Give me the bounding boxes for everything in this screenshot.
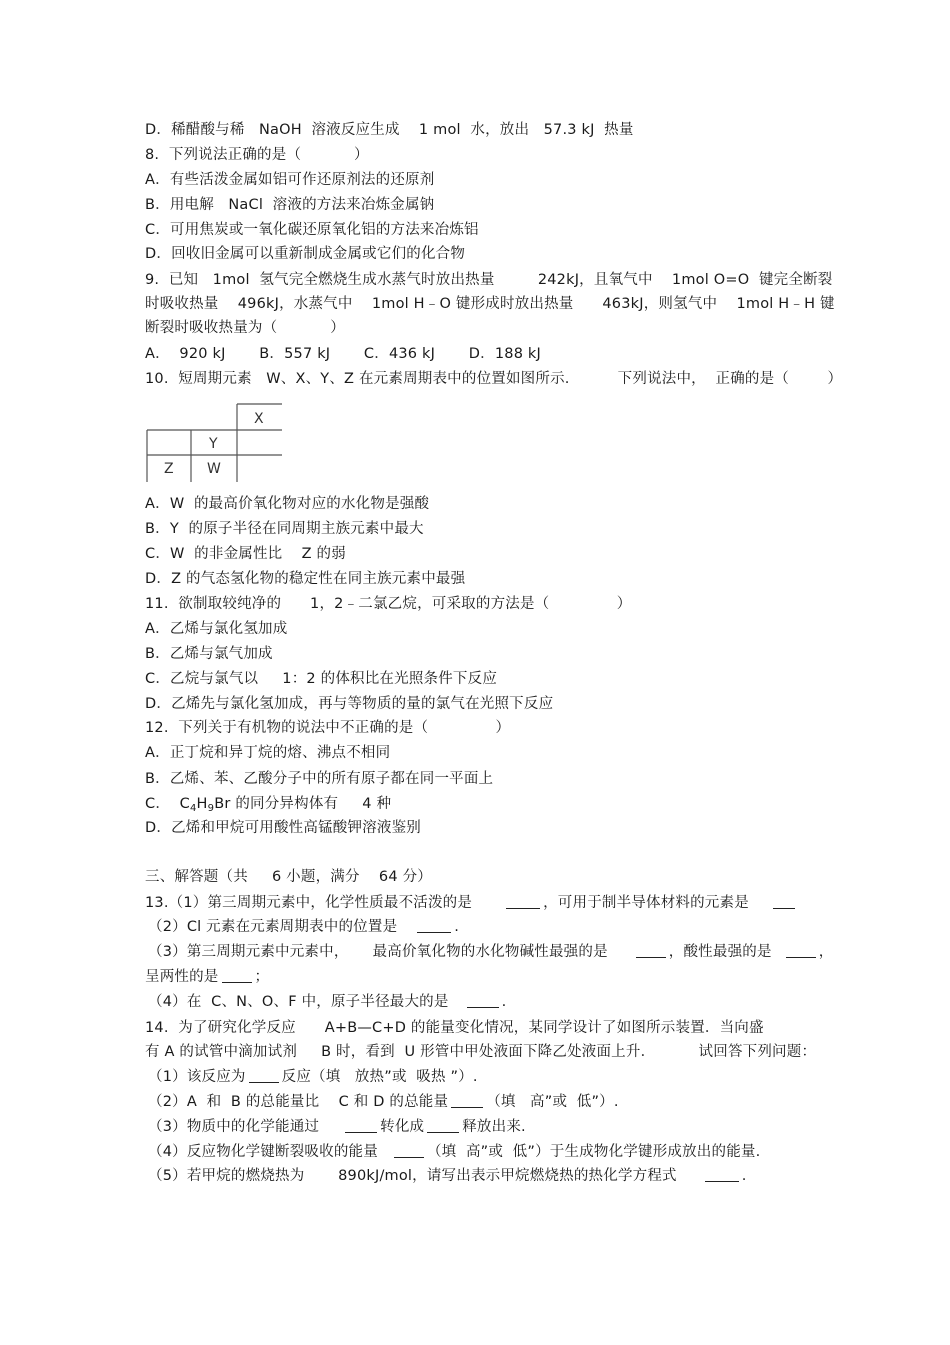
q13-part1-text-a: 13.（1）第三周期元素中，化学性质最不活泼的是 bbox=[145, 895, 473, 911]
q8-option-b: B．用电解 NaCl 溶液的方法来冶炼金属钠 bbox=[145, 197, 435, 213]
q11-option-d: D．乙烯先与氯化氢加成，再与等物质的量的氯气在光照下反应 bbox=[145, 696, 554, 712]
q14-part3-text-c: 释放出来. bbox=[462, 1119, 526, 1135]
q13-part3-text-a: （3）第三周期元素中元素中， 最高价氧化物的水化物碱性最强的是 bbox=[148, 944, 608, 960]
q11-option-b: B．乙烯与氯气加成 bbox=[145, 646, 273, 662]
q12-option-c bbox=[145, 794, 391, 819]
q12-c-prefix: C． C bbox=[145, 796, 190, 812]
q10-option-d: D．Z 的气态氢化物的稳定性在同主族元素中最强 bbox=[145, 571, 466, 587]
answer-blank[interactable] bbox=[394, 1142, 424, 1158]
q14-part1-text-b: 反应（填 放热”或 吸热 ”）. bbox=[281, 1069, 478, 1085]
q14-part4 bbox=[148, 1142, 760, 1162]
q14-part2-text-b: （填 高”或 低”）. bbox=[486, 1094, 619, 1110]
q13-part2 bbox=[148, 917, 459, 937]
q9-options: A． 920 kJ B．557 kJ C．436 kJ D．188 kJ bbox=[145, 346, 541, 362]
q13-part3 bbox=[148, 942, 833, 962]
cell-x-label: X bbox=[254, 411, 264, 427]
q8-option-c: C．可用焦炭或一氧化碳还原氧化铝的方法来冶炼铝 bbox=[145, 222, 479, 238]
answer-blank[interactable] bbox=[705, 1166, 739, 1182]
q10-option-a: A．W 的最高价氧化物对应的水化物是强酸 bbox=[145, 496, 430, 512]
q9-stem-line3: 断裂时吸收热量为（ ） bbox=[145, 320, 345, 336]
q14-part2 bbox=[148, 1092, 619, 1112]
q11-option-a: A．乙烯与氯化氢加成 bbox=[145, 621, 288, 637]
q9-stem-line2: 时吸收热量 496kJ，水蒸气中 1mol H﹣O 键形成时放出热量 463kJ，则氢气中 1mol H﹣H 键 bbox=[145, 296, 835, 312]
q14-part5-text-a: （5）若甲烷的燃烧热为 890kJ/mol，请写出表示甲烷燃烧热的热化学方程式 bbox=[148, 1168, 677, 1184]
answer-blank[interactable] bbox=[427, 1117, 459, 1133]
q13-part1-text-b: ，可用于制半导体材料的元素是 bbox=[543, 895, 749, 911]
q10-stem: 10. 短周期元素 W、X、Y、Z 在元素周期表中的位置如图所示. 下列说法中， 正确的是（ ） bbox=[145, 371, 843, 387]
q14-part4-text-b: （填 高”或 低”）于生成物化学键形成放出的能量. bbox=[426, 1144, 761, 1160]
answer-blank[interactable] bbox=[417, 917, 451, 933]
q14-part5-text-b: . bbox=[741, 1168, 747, 1184]
answer-blank[interactable] bbox=[506, 893, 540, 909]
q12-option-d: D．乙烯和甲烷可用酸性高锰酸钾溶液鉴别 bbox=[145, 820, 421, 836]
q8-stem: 8. 下列说法正确的是（ ） bbox=[145, 147, 369, 163]
q7-option-d: D．稀醋酸与稀 NaOH 溶液反应生成 1 mol 水，放出 57.3 kJ 热量 bbox=[145, 122, 634, 138]
q8-option-a: A．有些活泼金属如铝可作还原剂法的还原剂 bbox=[145, 172, 435, 188]
q12-c-sub4: 4 bbox=[189, 803, 197, 814]
q11-stem: 11. 欲制取较纯净的 1，2﹣二氯乙烷，可采取的方法是（ ） bbox=[145, 596, 632, 612]
q13-part3-cont bbox=[145, 967, 269, 987]
q10-option-c: C．W 的非金属性比 Z 的弱 bbox=[145, 546, 346, 562]
q13-part2-text-a: （2）Cl 元素在元素周期表中的位置是 bbox=[148, 919, 398, 935]
q14-stem-line2: 有 A 的试管中滴加试剂 B 时，看到 U 形管中甲处液面下降乙处液面上升． 试回答下列问题： bbox=[145, 1044, 817, 1060]
q13-part1 bbox=[145, 893, 798, 913]
q13-part3-text-d: 呈两性的是 bbox=[145, 969, 219, 985]
q13-part3-text-e: ； bbox=[254, 969, 270, 985]
q14-part3-text-a: （3）物质中的化学能通过 bbox=[148, 1119, 320, 1135]
answer-blank[interactable] bbox=[249, 1067, 279, 1083]
q12-stem: 12. 下列关于有机物的说法中不正确的是（ ） bbox=[145, 720, 511, 736]
q13-part4 bbox=[148, 992, 506, 1012]
q12-c-sub9: 9 bbox=[207, 803, 215, 814]
answer-blank[interactable] bbox=[345, 1117, 377, 1133]
q14-part3-text-b: 转化成 bbox=[380, 1119, 425, 1135]
answer-blank[interactable] bbox=[451, 1092, 483, 1108]
q13-part4-text-b: . bbox=[501, 994, 507, 1010]
answer-blank[interactable] bbox=[467, 992, 499, 1008]
periodic-table-figure bbox=[146, 403, 283, 483]
cell-w-label: W bbox=[207, 461, 221, 477]
q14-part3 bbox=[148, 1117, 526, 1137]
q10-option-b: B．Y 的原子半径在同周期主族元素中最大 bbox=[145, 521, 424, 537]
q9-stem-line1: 9. 已知 1mol 氢气完全燃烧生成水蒸气时放出热量 242kJ，且氧气中 1mol O=O 键完全断裂 bbox=[145, 272, 833, 288]
q12-c-rest: Br 的同分异构体有 4 种 bbox=[214, 796, 392, 812]
q12-option-b: B．乙烯、苯、乙酸分子中的所有原子都在同一平面上 bbox=[145, 771, 494, 787]
answer-blank[interactable] bbox=[222, 967, 252, 983]
q12-c-h: H bbox=[196, 796, 208, 812]
answer-blank[interactable] bbox=[636, 942, 666, 958]
cell-z-label: Z bbox=[164, 461, 174, 477]
answer-blank[interactable] bbox=[773, 893, 795, 909]
q13-part4-text-a: （4）在 C、N、O、F 中，原子半径最大的是 bbox=[148, 994, 449, 1010]
answer-blank[interactable] bbox=[786, 942, 816, 958]
q13-part3-text-b: ，酸性最强的是 bbox=[668, 944, 772, 960]
q14-part2-text-a: （2）A 和 B 的总能量比 C 和 D 的总能量 bbox=[148, 1094, 449, 1110]
q14-stem-line1: 14. 为了研究化学反应 A+B—C+D 的能量变化情况，某同学设计了如图所示装置．当向盛 bbox=[145, 1020, 764, 1036]
q14-part4-text-a: （4）反应物化学键断裂吸收的能量 bbox=[148, 1144, 378, 1160]
cell-y-label: Y bbox=[209, 436, 218, 452]
q14-part5 bbox=[148, 1166, 747, 1186]
q14-part1-text-a: （1）该反应为 bbox=[148, 1069, 246, 1085]
section-3-heading: 三、解答题（共 6 小题，满分 64 分） bbox=[145, 869, 432, 885]
q13-part3-text-c: ， bbox=[818, 944, 834, 960]
q8-option-d: D．回收旧金属可以重新制成金属或它们的化合物 bbox=[145, 246, 466, 262]
q13-part2-text-b: . bbox=[454, 919, 460, 935]
q14-part1 bbox=[148, 1067, 478, 1087]
q11-option-c: C．乙烷与氯气以 1：2 的体积比在光照条件下反应 bbox=[145, 671, 498, 687]
q12-option-a: A．正丁烷和异丁烷的熔、沸点不相同 bbox=[145, 745, 391, 761]
